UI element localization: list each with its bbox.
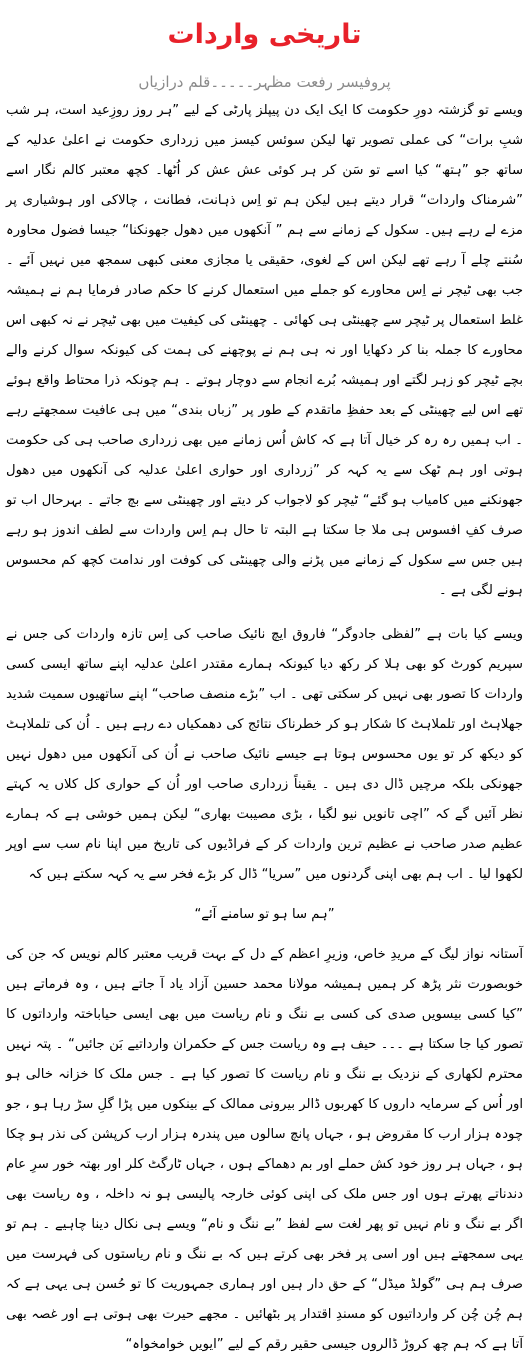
article-quote: ”ہم سا ہو تو سامنے آئے“ — [194, 907, 335, 922]
article-body — [6, 96, 523, 1360]
article-title: تاریخی واردات — [167, 19, 362, 50]
article-byline: پروفیسر رفعت مظہر۔۔۔۔۔قلم درازیاں — [138, 73, 391, 91]
article-paragraph: آستانہ نواز لیگ کے مریدِ خاص، وزیرِ اعظم کے دل کے بہت قریب معتبر کالم نویس کہ جن کی خوبصورت نثر پڑھ کر ہمیں ہمیشہ مولانا محمد حسین آزاد یاد آ جاتے ہیں ، وہ فرماتے ہیں ”کیا کسی بیسویں صدی کی کسی بے ننگ و نام ریاست میں بھی ایسی حیاباختہ وارداتوں کا تصور کیا جا سکتا ہے ۔۔۔ حیف ہے وہ ریاست جس کے حکمران وارداتیے بَن جائیں“ ۔ پتہ نہیں محترم لکھاری کے نزدیک بے ننگ و نام ریاست کا تصور کیا ہے ۔ جس ملک کا خزانہ خالی ہو اور اُس کے سرمایہ داروں کا کھربوں ڈالر بیرونی ممالک کے بینکوں میں پڑا گلِ سڑ رہا ہو ، جو چودہ ہزار ارب کا مقروض ہو ، جہاں پانچ سالوں میں پندرہ ہزار ارب کرپشن کی نذر ہو چکا ہو ، جہاں ہر روز خود کش حملے اور بم دھماکے ہوں ، جہاں ٹارگٹ کلر اور بھتہ خور سرِ عام دندناتے پھرتے ہوں اور جس ملک کی اپنی کوئی خارجہ پالیسی ہو نہ داخلہ ، وہ ریاست بھی اگر بے ننگ و نام نہیں تو پھر لغت سے لفظ ”بے ننگ و نام“ ویسے ہی نکال دینا چاہیے ۔ ہم تو یہی سمجھتے ہیں اور اسی پر فخر بھی کرتے ہیں کہ بے ننگ و نام ریاستوں کی فہرست میں صرف ہم ہی ”گولڈ میڈل“ کے حق دار ہیں اور ہماری جمہوریت کا تو حُسن ہی یہی ہے کہ ہم چُن چُن کر وارداتیوں کو مسندِ اقتدار پر بٹھائیں ۔ مجھے حیرت بھی ہوتی ہے اور غصہ بھی آتا ہے کہ ہم چھ کروڑ ڈالروں جیسی حقیر رقم کے لیے ”ایویں خوامخواہ“ — [6, 947, 523, 1352]
article-paragraph: ویسے تو گزشتہ دورِ حکومت کا ایک ایک دن پیپلز پارٹی کے لیے ”ہر روز روزِعید است، ہر شب شبِ برات“ کی عملی تصویر تھا لیکن سوئس کیسز میں زرداری حکومت نے اعلیٰ عدلیہ کے ساتھ جو ”ہتھ“ کیا اسے تو سَن کر ہر کوئی عش عش کر اُٹھا۔ کچھ معتبر کالم نگار اسے ”شرمناک واردات“ قرار دیتے ہیں لیکن ہم تو اِس ذہانت، فطانت ، چالاکی اور ہوشیاری پر مزے لے رہے ہیں۔ سکول کے زمانے سے ہم ” آنکھوں میں دھول جھونکنا“ جیسا فضول محاورہ سُنتے چلے آ رہے تھے لیکن اس کے لغوی، حقیقی یا مجازی معنی کبھی سمجھ میں نہیں آئے ۔ جب بھی ٹیچر نے اِس محاورے کو جملے میں استعمال کرنے کا حکم صادر فرمایا ہم نے ہمیشہ غلط استعمال پر ٹیچر سے چھینٹی ہی کھائی ۔ چھینٹی کی کیفیت میں بھی ٹیچر نے نہ کبھی اس محاورے کا جملہ بنا کر دکھایا اور نہ ہی ہم نے پوچھنے کی ہمت کی کیونکہ سوال کرنے والے بچے ٹیچر کو زہر لگتے اور ہمیشہ بُرے انجام سے دوچار ہوتے ۔ ہم چونکہ ذرا محتاط واقع ہوئے تھے اس لیے چھینٹی کے بعد حفظِ ماتقدم کے طور پر ”زباں بندی“ میں ہی عافیت سمجھتے رہے ۔ اب ہمیں رہ رہ کر خیال آتا ہے کہ کاش اُس زمانے میں بھی زرداری صاحب ہی کی حکومت ہوتی اور ہم ٹھک سے یہ کہہ کر ”زرداری اور حواری اعلیٰ عدلیہ کی آنکھوں میں دھول جھونکنے میں کامیاب ہو گئے“ ٹیچر کو لاجواب کر دیتے اور چھینٹی سے بچ جاتے ۔ بہرحال اب تو صرف کفِ افسوس ہی ملا جا سکتا ہے البتہ تا حال ہم اِس واردات سے لطف اندوز ہو رہے ہیں جس سے سکول کے زمانے میں پڑنے والی چھینٹی کی کوفت اور ندامت کچھ کم محسوس ہونے لگی ہے ۔ — [6, 103, 523, 598]
article-paragraph: ویسے کیا بات ہے ”لفظی جادوگر“ فاروق ایچ نائیک صاحب کی اِس تازہ واردات کی جس نے سپریم کورٹ کو بھی ہلا کر رکھ دیا کیونکہ ہمارے مقتدر اعلیٰ عدلیہ اپنے ساتھ ایسی کسی واردات کا تصور بھی نہیں کر سکتی تھی ۔ اب ”بڑے منصف صاحب“ اپنے ساتھیوں سمیت شدید جھلاہٹ اور تلملاہٹ کا شکار ہو کر خطرناک نتائج کی دھمکیاں دے رہے ہیں ۔ اُن کی تلملاہٹ کو دیکھ کر تو یوں محسوس ہوتا ہے جیسے نائیک صاحب نے اُن کی آنکھوں میں دھول نہیں جھونکی بلکہ مرچیں ڈال دی ہیں ۔ یقیناً زرداری صاحب اور اُن کے حواری کل کلاں یہ کہتے نظر آئیں گے کہ ”اچی تانویں نیو لگیا ، بڑی مصیبت بھاری“ لیکن ہمیں خوشی ہے کہ ہمارے عظیم صدر صاحب نے عظیم ترین واردات کر کے فراڈیوں کی تاریخ میں اپنا نام سب سے اوپر لکھوا لیا ۔ اب ہم بھی اپنی گردنوں میں ”سریا“ ڈال کر بڑے فخر سے یہ کہہ سکتے ہیں کہ — [6, 627, 523, 882]
